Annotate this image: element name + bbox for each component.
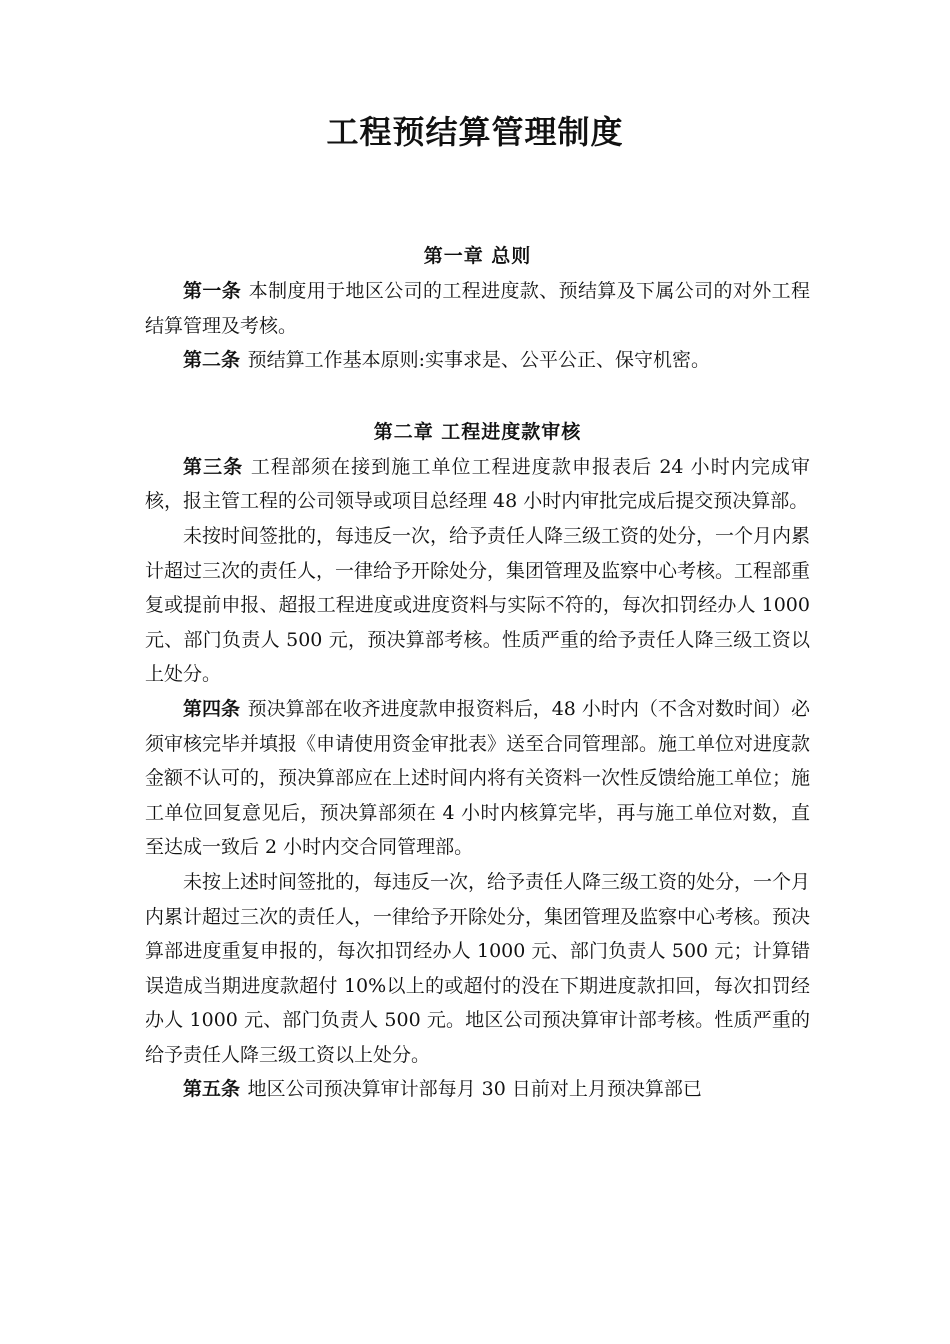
article-label: 第五条	[183, 1078, 241, 1101]
article-paragraph	[145, 274, 810, 343]
article-label: 第四条	[183, 697, 241, 720]
body-paragraph	[145, 519, 810, 692]
article-text: 本制度用于地区公司的工程进度款、预结算及下属公司的对外工程结算管理及考核。	[145, 280, 810, 337]
article-text: 地区公司预决算审计部每月 30 日前对上月预决算部已	[247, 1078, 702, 1101]
article-label: 第二条	[183, 349, 241, 372]
article-paragraph	[145, 692, 810, 865]
document-body	[145, 238, 810, 1107]
body-paragraph	[145, 865, 810, 1073]
chapter-heading: 第一章 总则	[423, 245, 532, 267]
paragraph-text: 未按时间签批的，每违反一次，给予责任人降三级工资的处分，一个月内累计超过三次的责任人，一律给予开除处分，集团管理及监察中心考核。工程部重复或提前申报、超报工程进度或进度资料与实际不符的，每次扣罚经办人 1000 元、部门负责人 500 元，预决算部考核。性质严重的给予责任人降三级工资以上处分。	[145, 524, 811, 686]
article-paragraph	[145, 1072, 810, 1107]
article-paragraph	[145, 343, 810, 378]
paragraph-text: 未按上述时间签批的，每违反一次，给予责任人降三级工资的处分，一个月内累计超过三次的责任人，一律给予开除处分，集团管理及监察中心考核。预决算部进度重复申报的，每次扣罚经办人 1000 元、部门负责人 500 元；计算错误造成当期进度款超付 10%以上的或超付的没在下期进度款扣回，每次扣罚经办人 1000 元、部门负责人 500 元。地区公司预决算审计部考核。性质严重的给予责任人降三级工资以上处分。	[145, 870, 811, 1066]
article-paragraph	[145, 450, 810, 519]
document-title: 工程预结算管理制度	[326, 113, 624, 151]
article-label: 第三条	[183, 455, 244, 478]
chapter-spacer	[145, 378, 810, 414]
chapter-heading: 第二章 工程进度款审核	[373, 420, 582, 443]
article-label: 第一条	[183, 280, 242, 302]
article-text: 预决算部在收齐进度款申报资料后，48 小时内（不含对数时间）必须审核完毕并填报《申请使用资金审批表》送至合同管理部。施工单位对进度款金额不认可的，预决算部应在上述时间内将有关资料一次性反馈给施工单位；施工单位回复意见后，预决算部须在 4 小时内核算完毕，再与施工单位对数，直至达成一致后 2 小时内交合同管理部。	[145, 697, 811, 859]
article-text: 预结算工作基本原则:实事求是、公平公正、保守机密。	[247, 349, 711, 372]
article-text: 工程部须在接到施工单位工程进度款申报表后 24 小时内完成审核，报主管工程的公司领导或项目总经理 48 小时内审批完成后提交预决算部。	[145, 455, 810, 513]
